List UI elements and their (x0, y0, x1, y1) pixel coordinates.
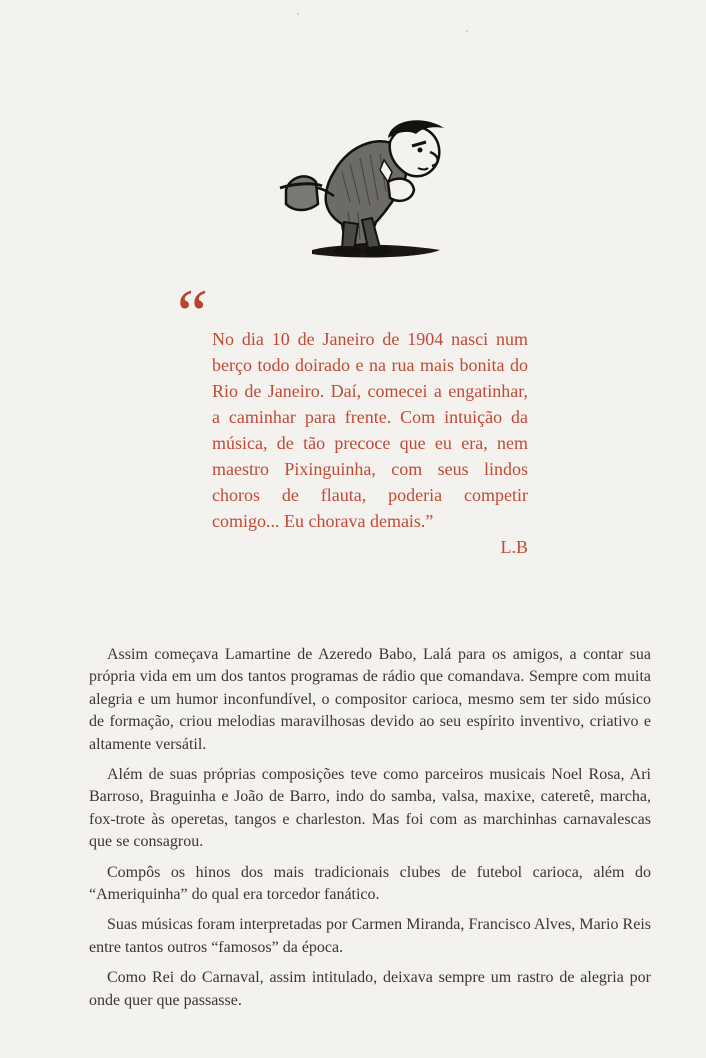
paper-speck (466, 30, 468, 32)
opening-quote-mark: “ (170, 276, 209, 353)
body-paragraph: Suas músicas foram interpretadas por Carmen Miranda, Francisco Alves, Mario Reis entre tantos outros “famosos” da época. (89, 916, 651, 956)
body-paragraph: Assim começava Lamartine de Azeredo Babo, Lalá para os amigos, a contar sua própria vida em um dos tantos programas de rádio que comandava. Sempre com muita alegria e um humor inconfundível, o compositor carioca, mesmo sem ter sido músico de formação, criou melodias maravilhosas devido ao seu espírito inventivo, criativo e altamente versátil. (89, 646, 651, 753)
quote-signature: L.B (500, 537, 528, 557)
paper-speck (297, 13, 299, 15)
epigraph-quote (212, 326, 528, 560)
body-paragraph: Como Rei do Carnaval, assim intitulado, deixava sempre um rastro de alegria por onde quer que passasse. (89, 969, 651, 1009)
quote-text: No dia 10 de Janeiro de 1904 nasci num berço todo doirado e na rua mais bonita do Rio de Janeiro. Daí, comecei a engatinhar, a caminhar para frente. Com intuição da música, de tão precoce que eu era, nem maestro Pixinguinha, com seus lindos choros de flauta, poderia competir comigo... Eu chorava demais.” (212, 329, 528, 531)
body-paragraph: Compôs os hinos dos mais tradicionais clubes de futebol carioca, além do “Ameriquinha” do qual era torcedor fanático. (89, 863, 651, 904)
biography-text (89, 644, 651, 1020)
body-paragraph: Além de suas próprias composições teve como parceiros musicais Noel Rosa, Ari Barroso, Braguinha e João de Barro, indo do samba, valsa, maxixe, cateretê, marcha, fox-trote às operetas, tangos e charleston. Mas foi com as marchinhas carnavalescas que se consagrou. (89, 766, 651, 851)
caricature-illustration (272, 112, 454, 264)
